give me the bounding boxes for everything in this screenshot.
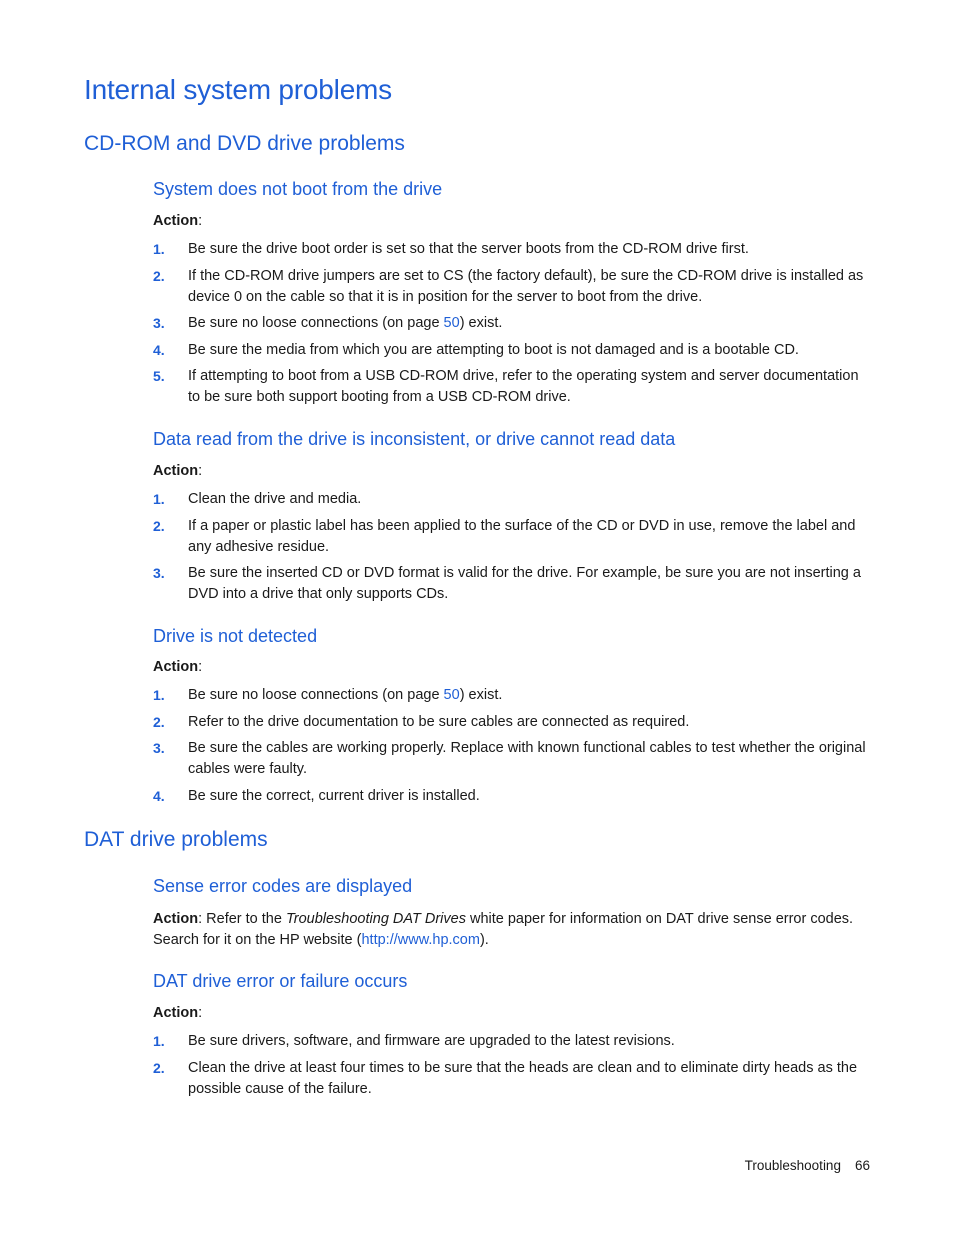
list-item: 2. If a paper or plastic label has been applied to the surface of the CD or DVD in use, remove the label and any adhesive residue. [153,517,856,555]
section-heading-cdrom: CD-ROM and DVD drive problems [84,132,405,155]
list-item: 4. Be sure the correct, current driver is installed. [153,787,480,804]
steps-list-no-boot [153,239,873,414]
page-link[interactable]: 50 [443,315,460,331]
list-item: 2. Refer to the drive documentation to be sure cables are connected as required. [153,713,690,730]
page-link[interactable]: 50 [443,687,460,703]
steps-list-read-data [153,489,873,611]
list-item: 2. Clean the drive at least four times to be sure that the heads are clean and to eliminate dirty heads as the possible cause of the failure. [153,1059,858,1097]
list-item: 3. Be sure no loose connections (on page 50) exist. [153,315,503,331]
subsection-heading-not-detected: Drive is not detected [153,626,318,646]
list-item: 2. If the CD-ROM drive jumpers are set to CS (the factory default), be sure the CD-ROM drive is installed as device 0 on the cable so that it is in position for the server to boot from the drive. [153,267,864,305]
action-label: Action: [153,1005,203,1021]
action-label: Action: [153,213,203,229]
subsection-heading-no-boot: System does not boot from the drive [153,179,443,199]
steps-list-not-detected [153,685,873,812]
subsection-heading-dat-failure: DAT drive error or failure occurs [153,971,408,991]
list-item: 1. Be sure drivers, software, and firmware are upgraded to the latest revisions. [153,1033,675,1049]
list-item: 3. Be sure the inserted CD or DVD format is valid for the drive. For example, be sure you are not inserting a DVD into a drive that only supports CDs. [153,565,861,602]
section-heading-dat: DAT drive problems [84,828,268,851]
page-footer [745,1158,870,1173]
sense-codes-paragraph: Action: Refer to the Troubleshooting DAT Drives white paper for information on DAT drive sense error codes. Search for it on the HP website (http://www.hp.com). [153,911,854,948]
list-item: 1. Clean the drive and media. [153,491,362,507]
list-item: 4. Be sure the media from which you are attempting to boot is not damaged and is a bootable CD. [153,341,799,358]
list-item: 5. If attempting to boot from a USB CD-ROM drive, refer to the operating system and server documentation to be sure both support booting from a USB CD-ROM drive. [153,368,859,405]
list-item: 3. Be sure the cables are working properly. Replace with known functional cables to test whether the original cables were faulty. [153,740,866,777]
action-label: Action: [153,659,203,675]
subsection-heading-sense-codes: Sense error codes are displayed [153,876,413,896]
subsection-heading-read-data: Data read from the drive is inconsistent, or drive cannot read data [153,429,676,449]
page-title: Internal system problems [84,74,392,105]
hp-website-link[interactable]: http://www.hp.com [361,932,480,948]
action-label: Action: [153,463,203,479]
page-number: 66 [854,1158,870,1173]
footer-section-name: Troubleshooting [744,1158,841,1173]
steps-list-dat-failure [153,1031,873,1105]
list-item: 1. Be sure the drive boot order is set so that the server boots from the CD-ROM drive first. [153,241,749,257]
list-item: 1. Be sure no loose connections (on page 50) exist. [153,687,503,703]
